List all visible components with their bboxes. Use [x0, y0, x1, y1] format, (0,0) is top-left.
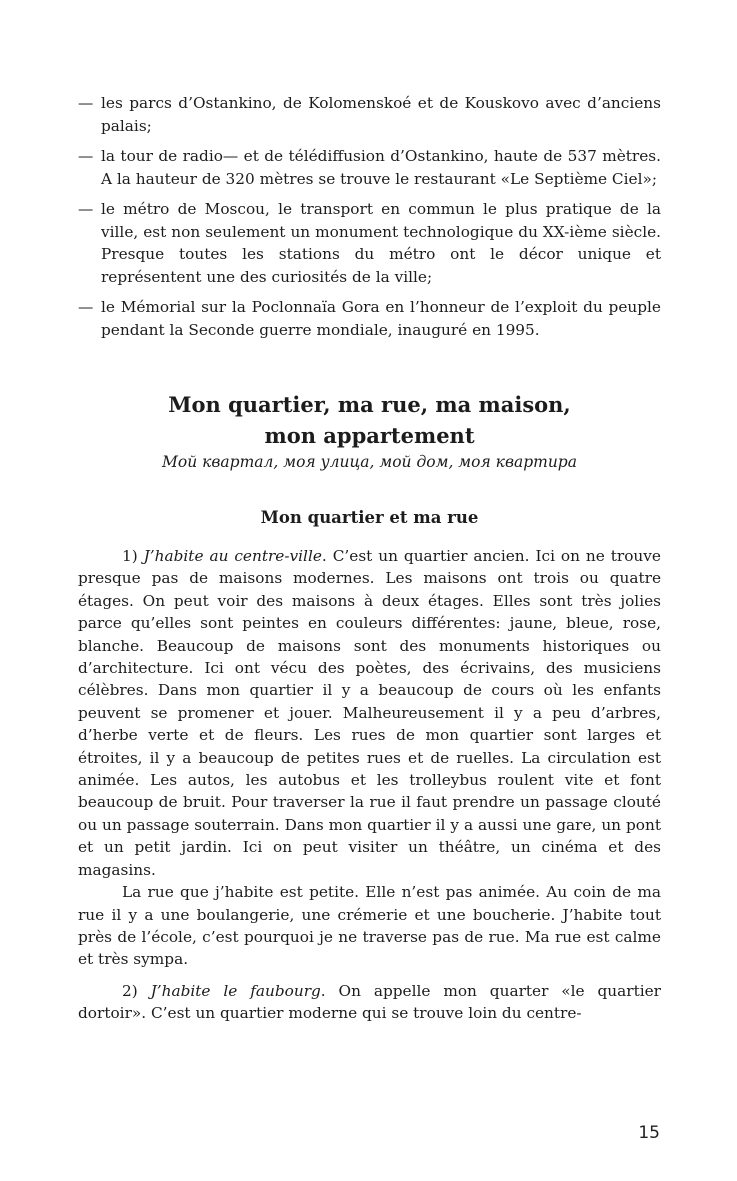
dash: —	[78, 94, 94, 112]
paragraph-text: . On appelle mon quarter «le quartier dortoir». C’est un quartier moderne qui se trouve loin du centre-	[78, 981, 661, 1023]
paragraph-text: . C’est un quartier ancien. Ici on ne trouve presque pas de maisons modernes. Les maisons ont trois ou quatre étages. On peut voir des maisons à deux étages. Elles sont très jolies parce qu’elles sont peintes en couleurs différentes: jaune, bleue, rose, blanche. Beaucoup de maisons sont des monuments historiques ou d’architecture. Ici ont vécu des poètes, des écrivains, des musiciens célèbres. Dans mon quartier il y a beaucoup de cours où les enfants peuvent se promener et jouer. Malheureusement il y a peu d’arbres, d’herbe verte et de fleurs. Les rues de mon quartier sont larges et étroites, il y a beaucoup de petites rues et de ruelles. La circulation est animée. Les autos, les autobus et les trolleybus roulent vite et font beaucoup de bruit. Pour traverser la rue il faut prendre un passage clouté ou un passage souterrain. Dans mon quartier il y a aussi une gare, un pont et un petit jardin. Ici on peut visiter un théâtre, un cinéma et des magasins.	[78, 547, 661, 879]
paragraph-lead: J’habite le faubourg	[150, 981, 321, 1000]
list-item: — le métro de Moscou, le transport en commun le plus pratique de la ville, est non seulement un monument technologique du XX-ième siècle. Presque toutes les stations du métro ont le décor unique et représentent une des curiosités de la ville;	[78, 200, 661, 286]
list-item: — la tour de radio— et de télédiffusion d’Ostankino, haute de 537 mètres. A la hauteur de 320 mètres se trouve le restaurant «Le Septième Ciel»;	[78, 147, 661, 188]
list-item: — le Mémorial sur la Poclonnaïa Gora en l’honneur de l’exploit du peuple pendant la Seconde guerre mondiale, inauguré en 1995.	[78, 298, 661, 339]
list-item: — les parcs d’Ostankino, de Kolomenskoé et de Kouskovo avec d’anciens palais;	[78, 94, 661, 135]
paragraph-number: 2)	[122, 981, 138, 1000]
chapter-title-line-1: Mon quartier, ma rue, ma maison,	[168, 392, 571, 417]
paragraph-1	[78, 545, 661, 881]
page-content	[78, 92, 661, 1025]
paragraph-lead: J’habite au centre-ville	[143, 547, 322, 565]
landmark-list	[78, 92, 661, 341]
paragraph-number: 1)	[122, 547, 138, 565]
paragraph-2: La rue que j’habite est petite. Elle n’est pas animée. Au coin de ma rue il y a une boulangerie, une crémerie et une boucherie. J’habite tout près de l’école, c’est pourquoi je ne traverse pas de rue. Ma rue est calme et très sympa.	[78, 883, 661, 969]
dash: —	[78, 147, 94, 165]
chapter-heading	[78, 389, 661, 473]
page-number: 15	[638, 1123, 660, 1143]
paragraph-3	[78, 980, 661, 1025]
section-title: Mon quartier et ma rue	[260, 508, 479, 527]
chapter-title-line-2: mon appartement	[264, 423, 475, 448]
chapter-subtitle: Мой квартал, моя улица, мой дом, моя квартира	[162, 453, 577, 471]
dash: —	[78, 298, 94, 316]
dash: —	[78, 200, 94, 218]
